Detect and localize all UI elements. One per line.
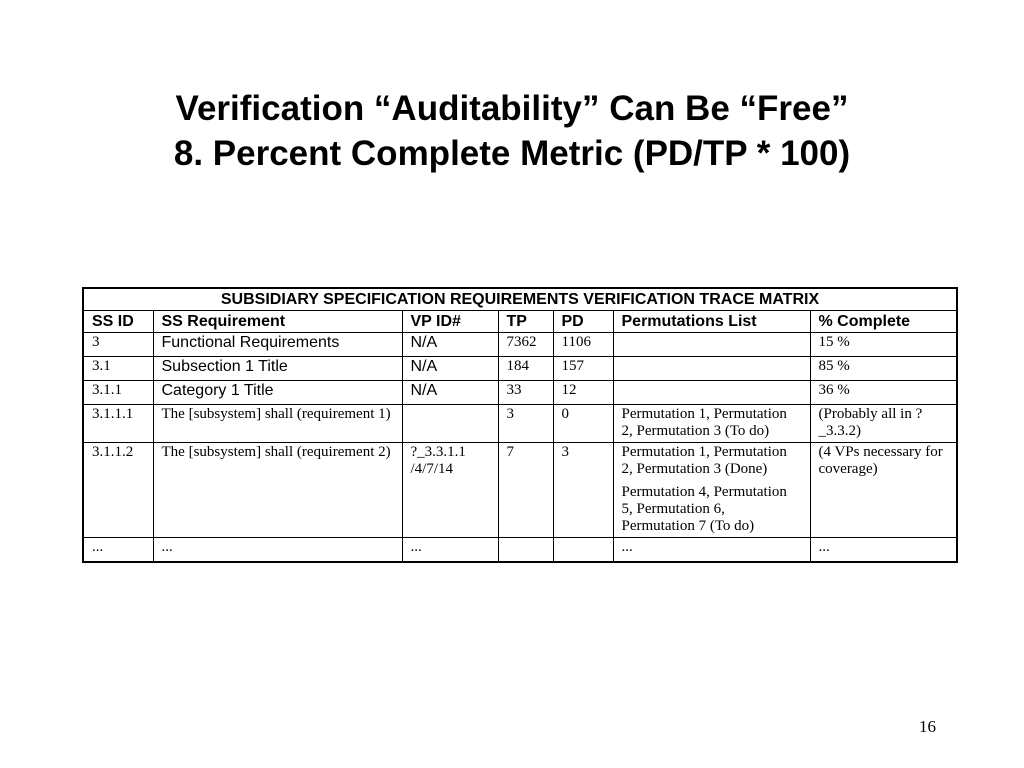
table-title: SUBSIDIARY SPECIFICATION REQUIREMENTS VERIFICATION TRACE MATRIX <box>83 288 957 311</box>
cell-percent-complete: 15 % <box>810 333 957 357</box>
cell-vp-id <box>402 405 498 443</box>
cell-tp <box>498 538 553 563</box>
cell-vp-id: N/A <box>402 381 498 405</box>
cell-requirement: The [subsystem] shall (requirement 2) <box>153 443 402 538</box>
cell-ss-id: 3.1.1.2 <box>83 443 153 538</box>
table-row <box>83 443 957 538</box>
table-row <box>83 405 957 443</box>
cell-percent-complete: (Probably all in ?_3.3.2) <box>810 405 957 443</box>
cell-requirement: Subsection 1 Title <box>153 357 402 381</box>
permutations-done: Permutation 1, Permutation 2, Permutation 3 (Done) <box>621 444 787 477</box>
cell-permutations <box>613 443 810 538</box>
permutations-to-do: Permutation 4, Permutation 5, Permutation 6, Permutation 7 (To do) <box>621 484 787 534</box>
cell-tp: 3 <box>498 405 553 443</box>
cell-vp-id: ... <box>402 538 498 563</box>
header-ss-id: SS ID <box>83 311 153 333</box>
table-header-row <box>83 311 957 333</box>
cell-permutations: ... <box>613 538 810 563</box>
cell-requirement: ... <box>153 538 402 563</box>
slide-title-line-2: 8. Percent Complete Metric (PD/TP * 100) <box>173 134 851 173</box>
cell-pd: 1106 <box>553 333 613 357</box>
cell-ss-id: 3 <box>83 333 153 357</box>
header-pd: PD <box>553 311 613 333</box>
slide-title-line-1: Verification “Auditability” Can Be “Free” <box>175 89 849 128</box>
table-row <box>83 538 957 563</box>
cell-percent-complete: 36 % <box>810 381 957 405</box>
trace-matrix-table <box>82 287 958 563</box>
cell-ss-id: 3.1.1 <box>83 381 153 405</box>
slide-title <box>0 86 1024 176</box>
cell-pd: 0 <box>553 405 613 443</box>
cell-pd: 3 <box>553 443 613 538</box>
table-row <box>83 381 957 405</box>
cell-pd: 157 <box>553 357 613 381</box>
header-ss-requirement: SS Requirement <box>153 311 402 333</box>
cell-tp: 7 <box>498 443 553 538</box>
table-title-row <box>83 288 957 311</box>
cell-ss-id: ... <box>83 538 153 563</box>
cell-vp-id: N/A <box>402 333 498 357</box>
cell-permutations: Permutation 1, Permutation 2, Permutation 3 (To do) <box>613 405 810 443</box>
cell-pd <box>553 538 613 563</box>
cell-percent-complete: 85 % <box>810 357 957 381</box>
header-permutations-list: Permutations List <box>613 311 810 333</box>
cell-permutations <box>613 333 810 357</box>
page-number: 16 <box>919 717 936 736</box>
cell-pd: 12 <box>553 381 613 405</box>
cell-ss-id: 3.1 <box>83 357 153 381</box>
cell-percent-complete: (4 VPs necessary for coverage) <box>810 443 957 538</box>
cell-permutations <box>613 381 810 405</box>
header-percent-complete: % Complete <box>810 311 957 333</box>
cell-percent-complete: ... <box>810 538 957 563</box>
cell-tp: 184 <box>498 357 553 381</box>
header-vp-id: VP ID# <box>402 311 498 333</box>
table-row <box>83 357 957 381</box>
cell-requirement: Functional Requirements <box>153 333 402 357</box>
cell-permutations <box>613 357 810 381</box>
table-row <box>83 333 957 357</box>
cell-vp-id: N/A <box>402 357 498 381</box>
cell-vp-id: ?_3.3.1.1 /4/7/14 <box>402 443 498 538</box>
cell-requirement: Category 1 Title <box>153 381 402 405</box>
header-tp: TP <box>498 311 553 333</box>
cell-ss-id: 3.1.1.1 <box>83 405 153 443</box>
cell-tp: 7362 <box>498 333 553 357</box>
cell-requirement: The [subsystem] shall (requirement 1) <box>153 405 402 443</box>
cell-tp: 33 <box>498 381 553 405</box>
